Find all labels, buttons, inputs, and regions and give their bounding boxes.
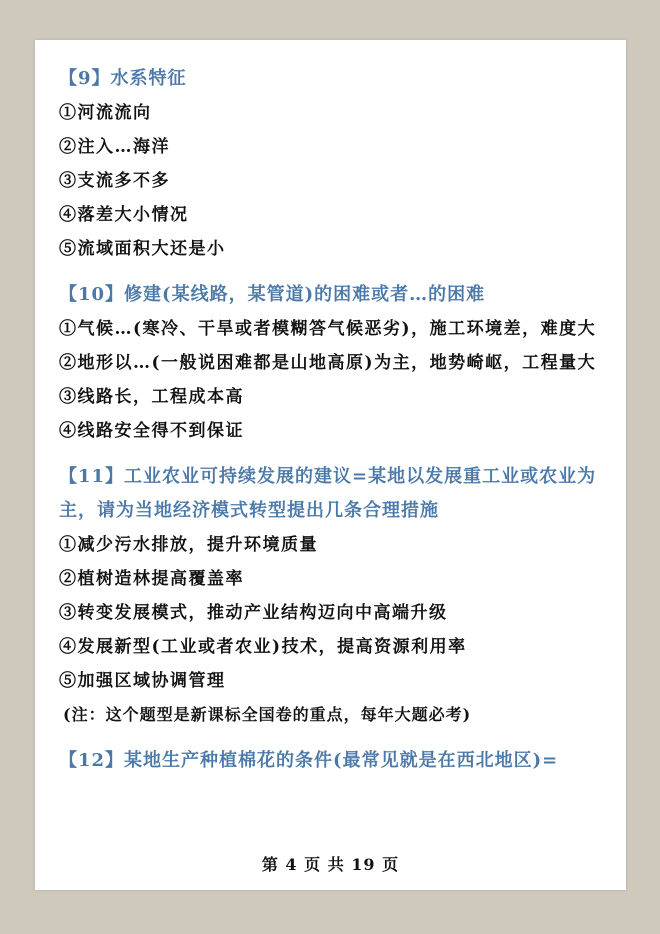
section-11-item-2: ②植树造林提高覆盖率 — [59, 569, 244, 589]
section-10-heading: 【10】修建(某线路，某管道)的困难或者…的困难 — [59, 284, 486, 305]
page-content — [59, 62, 608, 778]
section-11-heading: 【11】工业农业可持续发展的建议=某地以发展重工业或农业为主，请为当地经济模式转型提出几条合理措施 — [59, 466, 597, 521]
section-11-item-5: ⑤加强区域协调管理 — [59, 671, 226, 691]
section-11-item-1: ①减少污水排放，提升环境质量 — [59, 535, 318, 555]
section-9-item-4: ④落差大小情况 — [59, 205, 189, 225]
section-10-item-2: ②地形以…(一般说困难都是山地高原)为主，地势崎岖，工程量大 — [59, 353, 597, 373]
section-9-heading: 【9】水系特征 — [59, 68, 187, 89]
section-9-item-3: ③支流多不多 — [59, 171, 170, 191]
document-page — [35, 40, 626, 890]
section-9-item-1: ①河流流向 — [59, 103, 152, 123]
section-11-note: (注：这个题型是新课标全国卷的重点，每年大题必考) — [63, 705, 472, 724]
section-9-item-5: ⑤流域面积大还是小 — [59, 239, 226, 259]
page-footer: 第 4 页 共 19 页 — [261, 855, 400, 874]
section-12-heading: 【12】某地生产种植棉花的条件(最常见就是在西北地区)= — [59, 750, 559, 771]
section-10-item-3: ③线路长，工程成本高 — [59, 387, 244, 407]
section-11-item-3: ③转变发展模式，推动产业结构迈向中高端升级 — [59, 603, 448, 623]
section-9-item-2: ②注入…海洋 — [59, 137, 170, 157]
section-11-item-4: ④发展新型(工业或者农业)技术，提高资源利用率 — [59, 637, 467, 657]
section-10-item-4: ④线路安全得不到保证 — [59, 421, 244, 441]
section-10-item-1: ①气候…(寒冷、干旱或者模糊答气候恶劣)，施工环境差，难度大 — [59, 319, 597, 339]
